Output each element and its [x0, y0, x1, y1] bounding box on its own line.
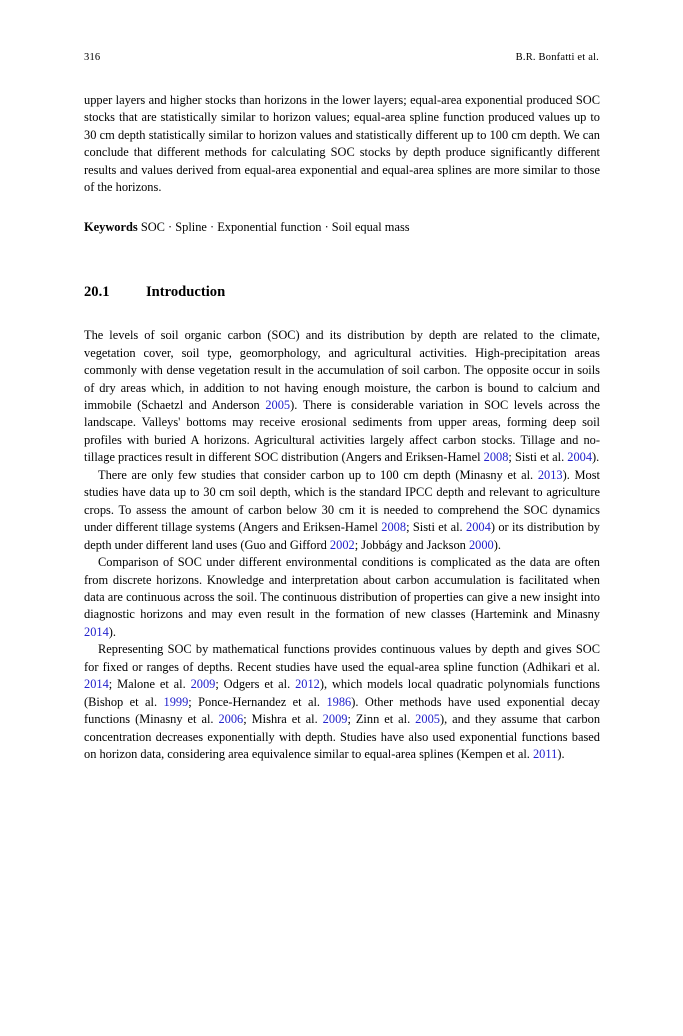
paragraph-text: ; Ponce-Hernandez et al.	[188, 694, 327, 709]
citation-link[interactable]: 2004	[466, 520, 491, 535]
paragraph-text: ; Sisti et al.	[508, 450, 568, 465]
citation-link[interactable]: 2005	[415, 712, 440, 727]
citation-link[interactable]: 2014	[84, 677, 109, 692]
paragraph-text: ; Odgers et al.	[215, 677, 296, 692]
paragraph-text: ), which models local quadratic polynomials functions (Bishop et al.	[84, 677, 600, 709]
paragraph-text: ; Zinn et al.	[347, 712, 416, 727]
page-number: 316	[84, 52, 101, 63]
section-heading	[84, 284, 600, 301]
paragraph-text: ).	[592, 450, 600, 465]
paragraph	[84, 554, 600, 641]
section-title: Introduction	[146, 284, 226, 301]
page-content	[84, 92, 600, 764]
citation-link[interactable]: 2006	[218, 712, 244, 727]
paragraph	[84, 467, 600, 554]
paragraph-text: Comparison of SOC under different environmental conditions is complicated as the data are often from discrete horizons. Knowledge and interpretation about carbon accumulation is facilitated when data are continuous across the soil. The continuous distribution of properties can give a new insight into diagnostic horizons and may even result in the formation of new classes (Hartemink and Minasny	[84, 555, 600, 622]
paragraph-text: The levels of soil organic carbon (SOC) and its distribution by depth are related to the climate, vegetation cover, soil type, geomorphology, and agricultural activities. High-precipitation areas commonly with dense vegetation result in the accumulation of soil carbon. The opposite occur in soils of dry areas which, in addition to not having enough moisture, the carbon is bound to calcium and immobile (Schaetzl and Anderson	[84, 328, 600, 412]
paragraph-text: Representing SOC by mathematical functions provides continuous values by depth and gives SOC for fixed or ranges of depths. Recent studies have used the equal-area spline function (Adhikari et al.	[84, 642, 600, 674]
paragraph-text: ). Most studies have data up to 30 cm soil depth, which is the standard IPCC depth and relevant to agriculture crops. To assess the amount of carbon below 30 cm it is needed to comprehend the SOC dynamics under different tillage systems (Angers and Eriksen-Hamel	[84, 467, 600, 535]
keywords-terms: SOC · Spline · Exponential function · Soil equal mass	[140, 219, 410, 234]
paragraph-text: ), and they assume that carbon concentration decreases exponentially with depth. Studies have also used exponential functions based on horizon data, considering area equivalence similar to equal-area splines (Kempen et al.	[84, 712, 601, 762]
paragraph-text: ; Jobbágy and Jackson	[354, 537, 469, 552]
paragraph	[84, 327, 600, 467]
paragraph-text: ; Mishra et al.	[243, 712, 323, 727]
paragraph	[84, 641, 600, 763]
citation-link[interactable]: 2013	[537, 467, 563, 482]
paragraph-text: ).	[557, 747, 565, 762]
paragraph-text: ; Malone et al.	[108, 677, 191, 692]
citation-link[interactable]: 2008	[381, 520, 407, 535]
citation-link[interactable]: 2014	[84, 624, 109, 639]
paragraph-text: ).	[108, 624, 117, 639]
paragraph-text: There are only few studies that consider carbon up to 100 cm depth (Minasny et al.	[98, 467, 538, 482]
paragraph-text: ). Other methods have used exponential decay functions (Minasny et al.	[84, 694, 600, 727]
abstract-continuation: upper layers and higher stocks than horizons in the lower layers; equal-area exponential produced SOC stocks that are statistically similar to horizon values; equal-area spline function produced values up to 30 cm depth statistically similar to horizon values and statistically different up to 100 cm depth. We can conclude that different methods for calculating SOC stocks by depth produce significantly different results and values derived from equal-area exponential and equal-area splines are more similar to those of the horizons.	[84, 93, 600, 195]
section-number: 20.1	[84, 284, 110, 301]
citation-link[interactable]: 2008	[483, 450, 509, 465]
citation-link[interactable]: 1999	[163, 694, 189, 709]
citation-link[interactable]: 2005	[265, 397, 291, 412]
citation-link[interactable]: 2002	[329, 537, 355, 552]
page-header	[84, 52, 599, 63]
paragraph-text: ; Sisti et al.	[406, 520, 467, 535]
citation-link[interactable]: 2004	[567, 450, 593, 465]
citation-link[interactable]: 2012	[295, 677, 320, 692]
citation-link[interactable]: 2009	[190, 677, 216, 692]
citation-link[interactable]: 2000	[468, 537, 494, 552]
paragraph-text: ).	[493, 537, 501, 552]
body-paragraphs	[84, 327, 600, 763]
citation-link[interactable]: 2009	[322, 712, 348, 727]
citation-link[interactable]: 2011	[532, 747, 558, 762]
paragraph-text: ) or its distribution by depth under different land uses (Guo and Gifford	[84, 520, 600, 552]
keywords-label: Keywords	[84, 219, 138, 234]
keywords-line	[84, 219, 600, 236]
running-head: B.R. Bonfatti et al.	[515, 52, 599, 63]
paragraph-text: ). There is considerable variation in SOC levels across the landscape. Valleys' bottoms may receive erosional sediments from upper areas, forming deep soil profiles with buried A horizons. Agricultural activities largely affect carbon stocks. Tillage and no-tillage practices result in different SOC distribution (Angers and Eriksen-Hamel	[84, 397, 600, 465]
citation-link[interactable]: 1986	[326, 694, 352, 709]
